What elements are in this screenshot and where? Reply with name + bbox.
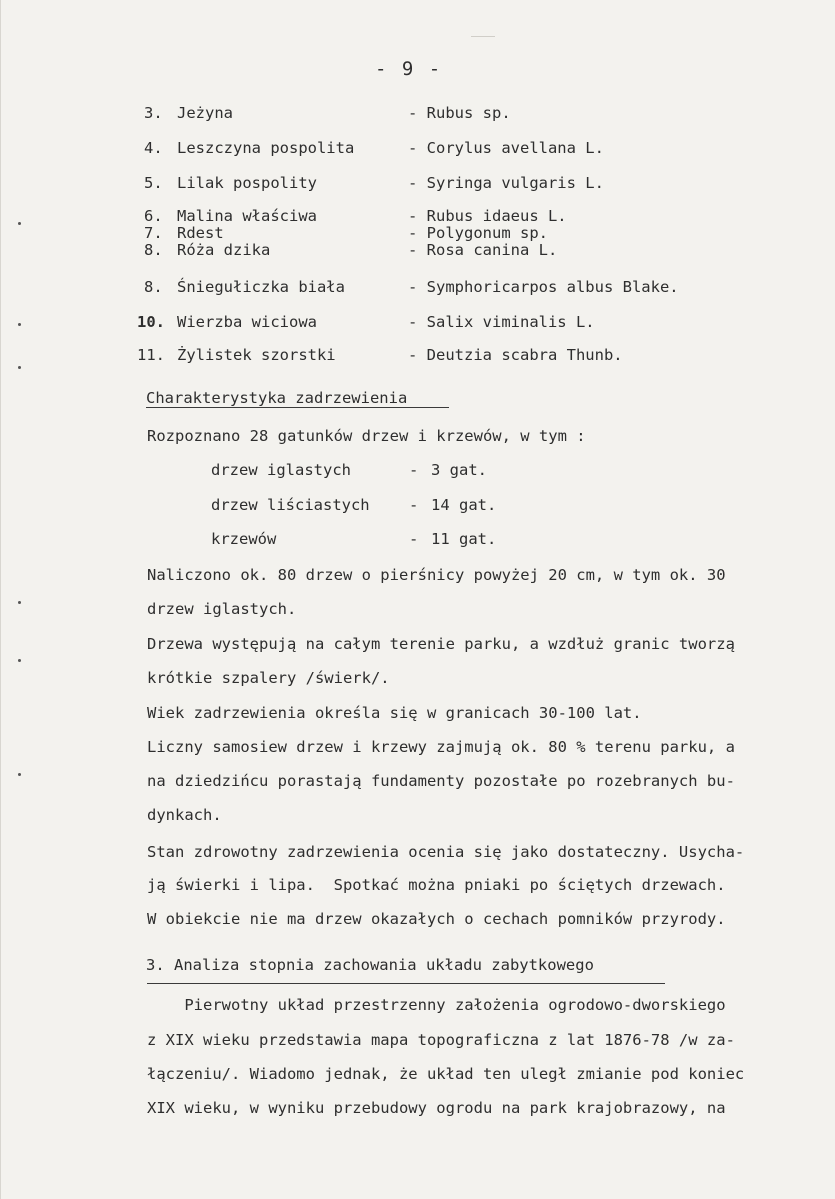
text-line: Naliczono ok. 80 drzew o pierśnicy powyżej 20 cm, w tym ok. 30 — [147, 566, 726, 584]
species-number: 5. — [144, 174, 163, 192]
intro-line: Rozpoznano 28 gatunków drzew i krzewów, w tym : — [147, 427, 586, 445]
text-line: łączeniu/. Wiadomo jednak, że układ ten uległ zmianie pod koniec — [147, 1065, 745, 1083]
species-polish-name: Śniegułiczka biała — [177, 278, 345, 296]
breakdown-dash: - — [409, 496, 419, 514]
species-number: 8. — [144, 241, 163, 259]
species-polish-name: Leszczyna pospolita — [177, 139, 355, 157]
species-latin-name: - Deutzia scabra Thunb. — [408, 346, 623, 364]
heading-underline — [147, 983, 665, 984]
species-number: 11. — [137, 346, 165, 364]
breakdown-count: 11 gat. — [431, 530, 497, 548]
text-line: ją świerki i lipa. Spotkać można pniaki po ściętych drzewach. — [147, 876, 726, 894]
text-line: dynkach. — [147, 806, 222, 824]
species-polish-name: Wierzba wiciowa — [177, 313, 317, 331]
breakdown-dash: - — [409, 461, 419, 479]
text-line: Pierwotny układ przestrzenny założenia ogrodowo-dworskiego — [147, 996, 726, 1014]
species-number: 10. — [137, 313, 165, 331]
page-number: - 9 - — [375, 58, 443, 80]
text-line: na dziedzińcu porastają fundamenty pozostałe po rozebranych bu- — [147, 772, 735, 790]
margin-mark — [18, 601, 21, 604]
margin-mark — [18, 773, 21, 776]
breakdown-label: krzewów — [211, 530, 277, 548]
species-latin-name: - Symphoricarpos albus Blake. — [408, 278, 679, 296]
species-latin-name: - Rosa canina L. — [408, 241, 558, 259]
breakdown-count: 3 gat. — [431, 461, 487, 479]
text-line: krótkie szpalery /świerk/. — [147, 669, 390, 687]
species-polish-name: Lilak pospolity — [177, 174, 317, 192]
species-polish-name: Żylistek szorstki — [177, 346, 336, 364]
section-heading-analysis: 3. Analiza stopnia zachowania układu zabytkowego — [146, 956, 594, 974]
text-line: W obiekcie nie ma drzew okazałych o cechach pomników przyrody. — [147, 910, 726, 928]
section-heading-tree-stand: Charakterystyka zadrzewienia — [146, 389, 408, 407]
margin-mark — [18, 659, 21, 662]
species-number: 4. — [144, 139, 163, 157]
text-line: Wiek zadrzewienia określa się w granicach 30-100 lat. — [147, 704, 642, 722]
species-polish-name: Róża dzika — [177, 241, 271, 259]
species-polish-name: Rdest — [177, 224, 224, 242]
breakdown-dash: - — [409, 530, 419, 548]
text-line: XIX wieku, w wyniku przebudowy ogrodu na park krajobrazowy, na — [147, 1099, 726, 1117]
species-number: 8. — [144, 278, 163, 296]
species-latin-name: - Salix viminalis L. — [408, 313, 595, 331]
species-polish-name: Malina właściwa — [177, 207, 317, 225]
heading-underline — [146, 407, 449, 408]
margin-mark — [18, 366, 21, 369]
species-latin-name: - Rubus idaeus L. — [408, 207, 567, 225]
scan-artifact — [471, 36, 495, 37]
species-number: 3. — [144, 104, 163, 122]
species-number: 6. — [144, 207, 163, 225]
margin-mark — [18, 323, 21, 326]
species-polish-name: Jeżyna — [177, 104, 233, 122]
breakdown-label: drzew liściastych — [211, 496, 370, 514]
breakdown-count: 14 gat. — [431, 496, 497, 514]
text-line: Stan zdrowotny zadrzewienia ocenia się jako dostateczny. Usycha- — [147, 843, 745, 861]
species-latin-name: - Rubus sp. — [408, 104, 511, 122]
text-line: z XIX wieku przedstawia mapa topograficzna z lat 1876-78 /w za- — [147, 1031, 735, 1049]
species-latin-name: - Corylus avellana L. — [408, 139, 604, 157]
text-line: Drzewa występują na całym terenie parku, a wzdłuż granic tworzą — [147, 635, 735, 653]
species-latin-name: - Polygonum sp. — [408, 224, 548, 242]
margin-mark — [18, 222, 21, 225]
text-line: drzew iglastych. — [147, 600, 297, 618]
text-line: Liczny samosiew drzew i krzewy zajmują ok. 80 % terenu parku, a — [147, 738, 735, 756]
species-latin-name: - Syringa vulgaris L. — [408, 174, 604, 192]
breakdown-label: drzew iglastych — [211, 461, 351, 479]
species-number: 7. — [144, 224, 163, 242]
